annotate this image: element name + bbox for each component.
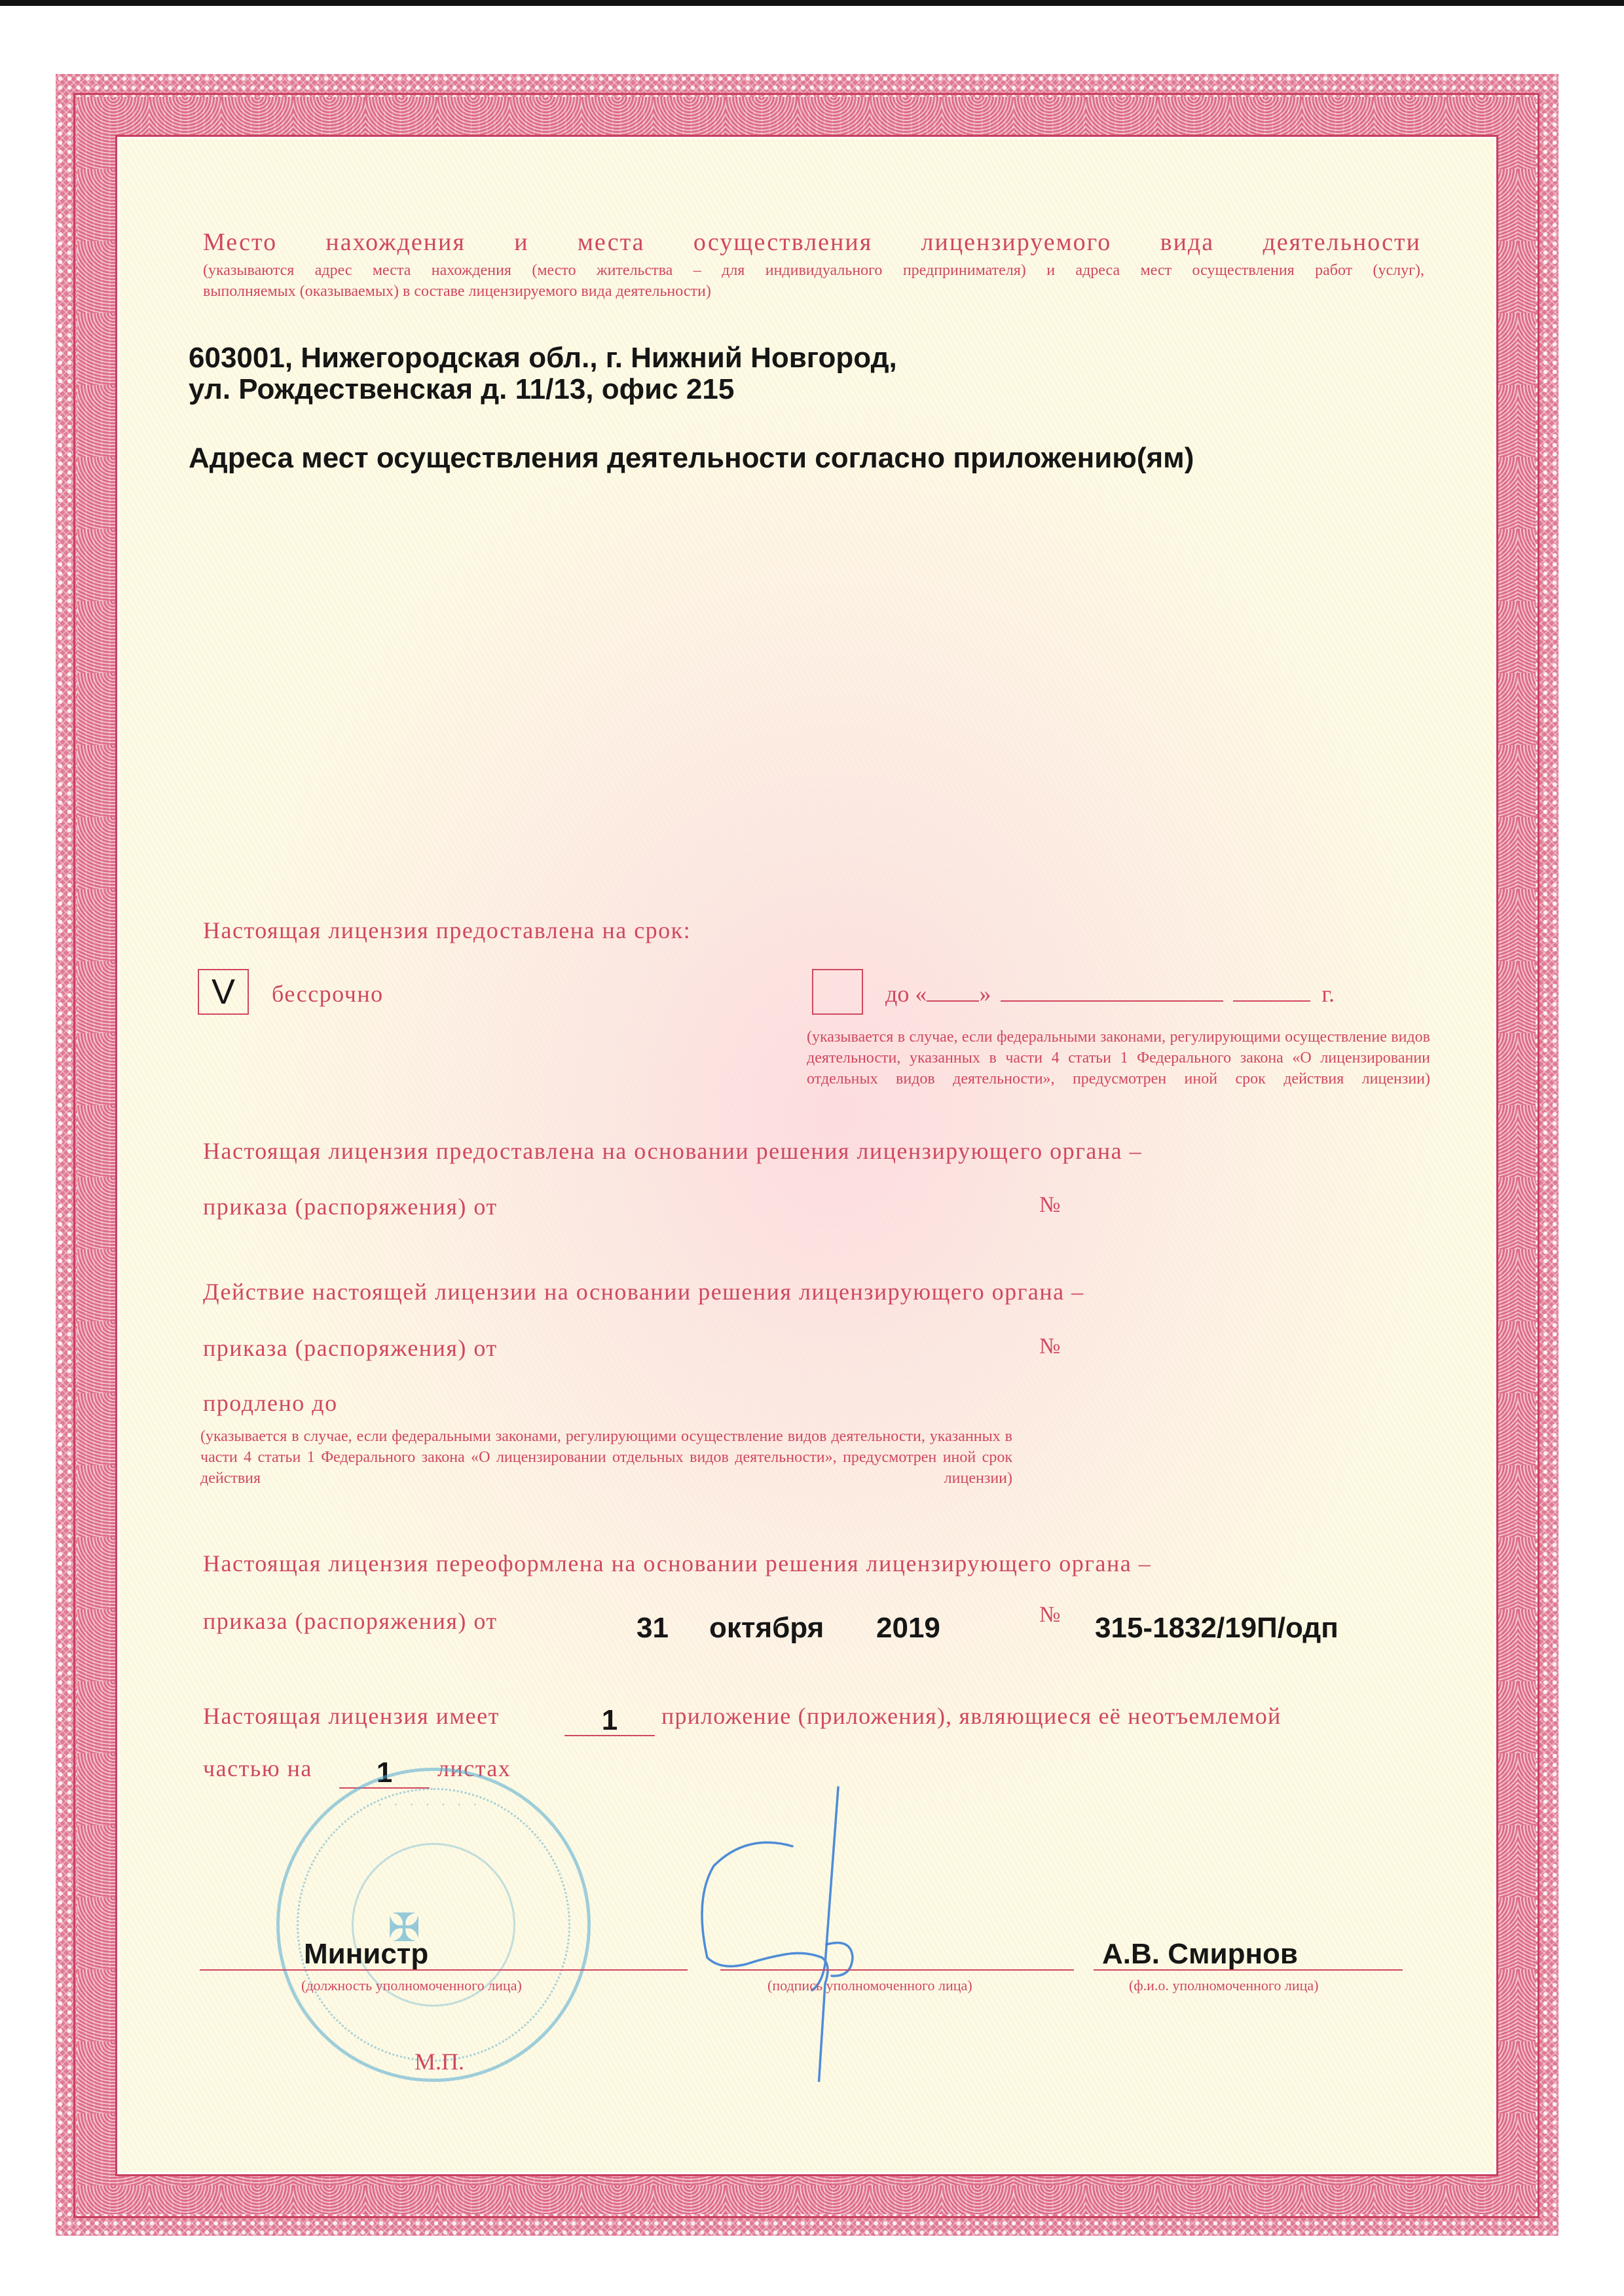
signature-line — [720, 1969, 1074, 1971]
term-until-mid: » — [979, 981, 991, 1007]
name-line — [1094, 1969, 1403, 1971]
reissue-order-number: 315-1832/19П/одп — [1095, 1612, 1338, 1644]
appendix-count: 1 — [564, 1706, 655, 1736]
location-note-line1: (указываются адрес места нахождения (место жительства – для индивидуального предпринимателя) и адреса мест осуществления работ (услуг), — [203, 262, 1424, 279]
term-until-suffix: г. — [1321, 981, 1335, 1007]
extended-until-label: продлено до — [203, 1390, 338, 1416]
appendix-pages-suffix: листах — [437, 1755, 511, 1781]
extension-label: Действие настоящей лицензии на основании решения лицензирующего органа – — [203, 1279, 1084, 1305]
scan-edge — [0, 0, 1624, 6]
granted-order-label: приказа (распоряжения) от — [203, 1194, 498, 1220]
address-line1: 603001, Нижегородская обл., г. Нижний Новгород, — [189, 342, 897, 374]
extension-note: (указывается в случае, если федеральными законами, регулирующими осуществление видов деятельности, указанных в части 4 статьи 1 Федерального закона «О лицензировании отдельных видов деятельности», предусмотрен иной срок действия лицензии) — [200, 1428, 1012, 1487]
location-note-line2: выполняемых (оказываемых) в составе лицензируемого вида деятельности) — [203, 283, 711, 300]
seal-ring-text: · · · · · · · — [378, 1797, 481, 1812]
appendix-pages-prefix: частью на — [203, 1755, 312, 1781]
term-label: Настоящая лицензия предоставлена на срок: — [203, 917, 692, 943]
term-until-prefix: до « — [885, 981, 927, 1007]
appendix-text-after: приложение (приложения), являющиеся её неотъемлемой — [661, 1703, 1282, 1729]
seal-label: М.П. — [415, 2049, 465, 2075]
reissue-order-label: приказа (распоряжения) от — [203, 1608, 498, 1634]
term-until-checkbox[interactable] — [812, 969, 863, 1015]
extension-number-sign: № — [1039, 1334, 1061, 1358]
term-note: (указывается в случае, если федеральными законами, регулирующими осуществление видов деятельности, указанных в части 4 статьи 1 Федерального закона «О лицензировании отдельных видов деятельности», предусмотрен иной срок действия лицензии) — [807, 1029, 1430, 1087]
position-line — [200, 1969, 688, 1971]
activity-addresses: Адреса мест осуществления деятельности согласно приложению(ям) — [189, 442, 1194, 474]
term-until-day-blank[interactable] — [927, 981, 979, 1002]
granted-label: Настоящая лицензия предоставлена на основании решения лицензирующего органа – — [203, 1138, 1143, 1164]
location-heading: Место нахождения и места осуществления лицензируемого вида деятельности — [203, 228, 1421, 256]
appendix-pages-count: 1 — [339, 1758, 430, 1789]
position-value: Министр — [304, 1938, 429, 1970]
extension-order-label: приказа (распоряжения) от — [203, 1335, 498, 1361]
signature-caption: (подпись уполномоченного лица) — [767, 1977, 972, 1994]
handwritten-signature — [694, 1768, 1035, 2082]
term-until-row — [885, 980, 1335, 1008]
appendix-text-before: Настоящая лицензия имеет — [203, 1703, 500, 1729]
reissue-label: Настоящая лицензия переоформлена на основании решения лицензирующего органа – — [203, 1550, 1152, 1576]
checkbox-mark: V — [211, 972, 236, 1011]
term-until-year-blank[interactable] — [1233, 981, 1310, 1002]
official-seal-stamp — [276, 1768, 591, 2082]
unlimited-term-label: бессрочно — [272, 981, 384, 1007]
name-value: А.В. Смирнов — [1102, 1938, 1298, 1970]
position-caption: (должность уполномоченного лица) — [301, 1977, 522, 1994]
term-until-month-blank[interactable] — [1001, 981, 1223, 1002]
unlimited-term-checkbox[interactable] — [198, 969, 249, 1015]
reissue-date-month: октября — [709, 1612, 824, 1644]
coat-of-arms-icon: ✠ — [388, 1906, 421, 1950]
granted-number-sign: № — [1039, 1193, 1061, 1217]
reissue-date-day: 31 — [637, 1612, 669, 1644]
name-caption: (ф.и.о. уполномоченного лица) — [1129, 1977, 1319, 1994]
reissue-number-sign: № — [1039, 1603, 1061, 1627]
address-line2: ул. Рождественская д. 11/13, офис 215 — [189, 373, 735, 405]
reissue-date-year: 2019 — [876, 1612, 940, 1644]
